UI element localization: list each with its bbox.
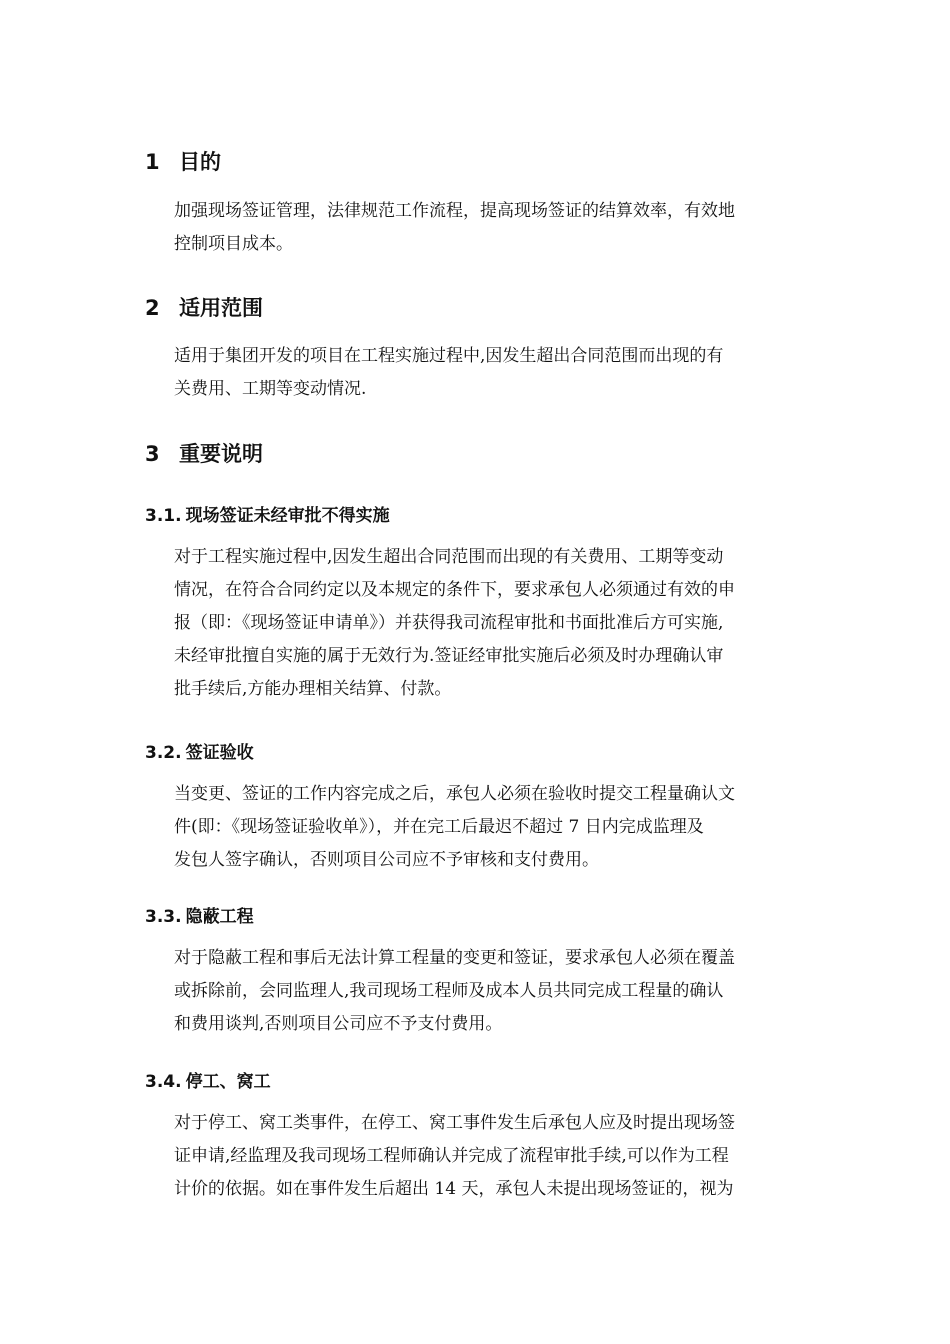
subsection-heading-3-4: [145, 1070, 271, 1094]
paragraph-line: 适用于集团开发的项目在工程实施过程中,因发生超出合同范围而出现的有: [174, 346, 724, 366]
paragraph-line: 批手续后,方能办理相关结算、付款。: [174, 679, 452, 699]
section-1-paragraph: [174, 195, 814, 261]
paragraph-line: 对于工程实施过程中,因发生超出合同范围而出现的有关费用、工期等变动: [174, 547, 724, 567]
subsection-title: 签证验收: [185, 743, 254, 763]
paragraph-line: 关费用、工期等变动情况.: [174, 379, 367, 399]
paragraph-line: 件(即：《现场签证验收单》），并在完工后最迟不超过 7 日内完成监理及: [174, 817, 704, 837]
paragraph-line: 计价的依据。如在事件发生后超出 14 天，承包人未提出现场签证的，视为: [174, 1179, 734, 1199]
paragraph-line: 当变更、签证的工作内容完成之后，承包人必须在验收时提交工程量确认文: [174, 784, 735, 804]
subsection-number: 3.1.: [145, 506, 182, 526]
section-title: 适用范围: [179, 296, 263, 320]
subsection-number: 3.3.: [145, 907, 182, 927]
paragraph-line: 报（即：《现场签证申请单》）并获得我司流程审批和书面批准后方可实施,: [174, 613, 724, 633]
subsection-number: 3.4.: [145, 1072, 182, 1092]
section-heading-1: [145, 147, 221, 177]
section-heading-2: [145, 293, 263, 323]
section-heading-3: [145, 439, 263, 469]
subsection-3-1-paragraph: [174, 541, 814, 706]
paragraph-line: 或拆除前，会同监理人,我司现场工程师及成本人员共同完成工程量的确认: [174, 981, 724, 1001]
subsection-title: 停工、窝工: [185, 1072, 271, 1092]
subsection-heading-3-1: [145, 504, 390, 528]
section-2-paragraph: [174, 340, 814, 406]
section-title: 目的: [179, 150, 221, 174]
paragraph-line: 和费用谈判,否则项目公司应不予支付费用。: [174, 1014, 503, 1034]
paragraph-line: 未经审批擅自实施的属于无效行为.签证经审批实施后必须及时办理确认审: [174, 646, 724, 666]
section-number: 3: [145, 442, 160, 466]
paragraph-line: 对于停工、窝工类事件，在停工、窝工事件发生后承包人应及时提出现场签: [174, 1113, 735, 1133]
paragraph-line: 证申请,经监理及我司现场工程师确认并完成了流程审批手续,可以作为工程: [174, 1146, 729, 1166]
subsection-heading-3-2: [145, 741, 254, 765]
section-number: 1: [145, 150, 160, 174]
subsection-heading-3-3: [145, 905, 254, 929]
paragraph-line: 加强现场签证管理，法律规范工作流程，提高现场签证的结算效率，有效地: [174, 201, 735, 221]
section-title: 重要说明: [179, 442, 263, 466]
subsection-3-4-paragraph: [174, 1107, 814, 1206]
section-number: 2: [145, 296, 160, 320]
subsection-title: 隐蔽工程: [185, 907, 254, 927]
subsection-number: 3.2.: [145, 743, 182, 763]
paragraph-line: 控制项目成本。: [174, 234, 293, 254]
paragraph-line: 情况，在符合合同约定以及本规定的条件下，要求承包人必须通过有效的申: [174, 580, 735, 600]
subsection-3-2-paragraph: [174, 778, 814, 877]
paragraph-line: 发包人签字确认，否则项目公司应不予审核和支付费用。: [174, 850, 599, 870]
subsection-title: 现场签证未经审批不得实施: [185, 506, 390, 526]
paragraph-line: 对于隐蔽工程和事后无法计算工程量的变更和签证，要求承包人必须在覆盖: [174, 948, 735, 968]
subsection-3-3-paragraph: [174, 942, 814, 1041]
